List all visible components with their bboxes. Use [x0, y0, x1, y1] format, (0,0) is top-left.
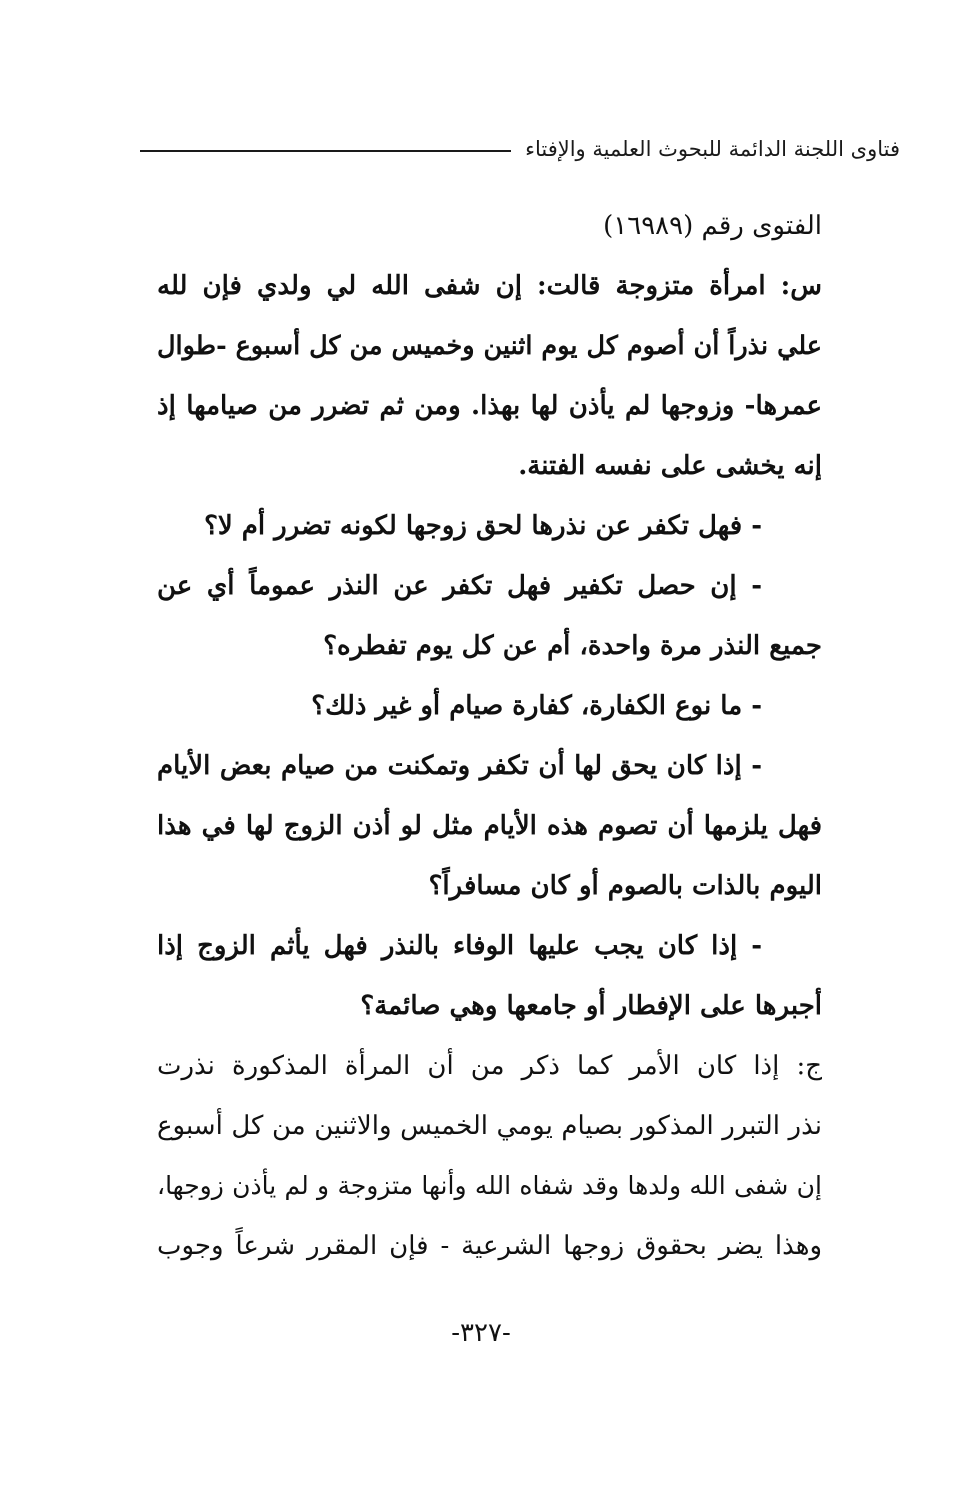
sub-question-3-line-1: - ما نوع الكفارة، كفارة صيام أو غير ذلك؟ — [311, 691, 762, 721]
answer-line-1: ج: إذا كان الأمر كما ذكر من أن المرأة المذكورة نذرت — [157, 1051, 822, 1081]
header-rule — [140, 150, 511, 152]
sub-question-1-line-1: - فهل تكفر عن نذرها لحق زوجها لكونه تضرر أم لا؟ — [204, 511, 762, 541]
answer-line-2: نذر التبرر المذكور بصيام يومي الخميس والاثنين من كل أسبوع — [157, 1111, 822, 1141]
question-line-1: س: امرأة متزوجة قالت: إن شفى الله لي ولدي فإن لله — [157, 271, 822, 301]
sub-question-4-line-3: اليوم بالذات بالصوم أو كان مسافراً؟ — [428, 871, 822, 901]
answer-line-4: وهذا يضر بحقوق زوجها الشرعية - فإن المقرر شرعاً وجوب — [157, 1231, 822, 1261]
sub-question-5-line-1: - إذا كان يجب عليها الوفاء بالنذر فهل يأثم الزوج إذا — [157, 931, 762, 961]
sub-question-2-line-2: جميع النذر مرة واحدة، أم عن كل يوم تفطره؟ — [323, 631, 822, 661]
body-text — [157, 196, 822, 1276]
question-line-3: عمرها- وزوجها لم يأذن لها بهذا. ومن ثم تضرر من صيامها إذ — [157, 391, 822, 421]
page-number: -٣٢٧- — [451, 1318, 511, 1348]
fatwa-number: الفتوى رقم (١٦٩٨٩) — [603, 211, 822, 241]
sub-question-4-line-2: فهل يلزمها أن تصوم هذه الأيام مثل لو أذن الزوج لها في هذا — [157, 811, 822, 841]
sub-question-2-line-1: - إن حصل تكفير فهل تكفر عن النذر عموماً أي عن — [157, 571, 762, 601]
sub-question-5-line-2: أجبرها على الإفطار أو جامعها وهي صائمة؟ — [360, 991, 822, 1021]
header-title: فتاوى اللجنة الدائمة للبحوث العلمية والإفتاء — [525, 137, 900, 161]
answer-line-3: إن شفى الله ولدها وقد شفاه الله وأنها متزوجة و لم يأذن زوجها، — [157, 1171, 822, 1200]
question-line-4: إنه يخشى على نفسه الفتنة. — [518, 451, 822, 481]
sub-question-4-line-1: - إذا كان يحق لها أن تكفر وتمكنت من صيام بعض الأيام — [157, 751, 762, 781]
running-header — [140, 132, 900, 166]
question-line-2: علي نذراً أن أصوم كل يوم اثنين وخميس من كل أسبوع -طوال — [157, 331, 822, 361]
